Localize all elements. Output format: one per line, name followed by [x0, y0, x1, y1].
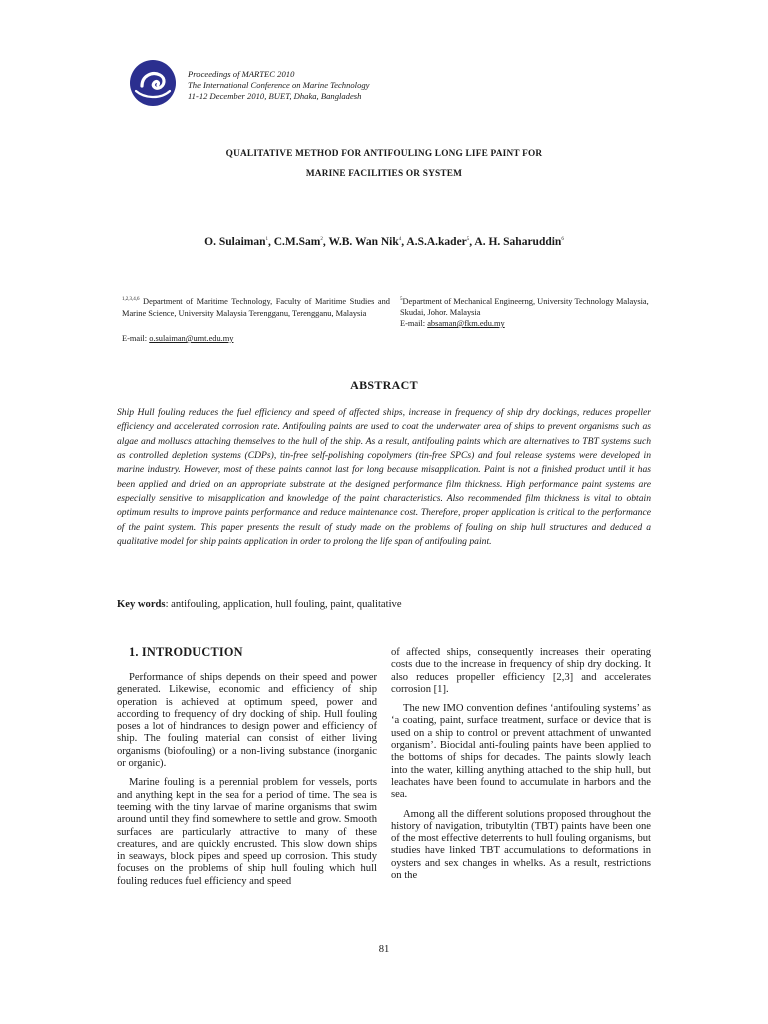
affiliation-text: Department of Mechanical Engineerng, University Technology Malaysia, Skudai, Johor. Malaysia — [400, 297, 649, 317]
author-sup: 6 — [561, 237, 564, 242]
title-line: QUALITATIVE METHOD FOR ANTIFOULING LONG LIFE PAINT FOR — [225, 149, 543, 159]
paragraph: Performance of ships depends on their speed and power generated. Likewise, economic and efficiency of ship operation is achieved at optimum speed, power and according to frequency of dry docking of ship. Hull fouling poses a lot of hindrances to design power and efficiency of ship. The fouling material can consist of either living organisms (biofouling) or a non-living substance (inorganic or organic). — [117, 672, 377, 770]
abstract-body: Ship Hull fouling reduces the fuel efficiency and speed of affected ships, increase in frequency of ship dry dockings, reduces propeller efficiency and accelerated corrosion rate. Antifouling paints are used to coat the underwater area of ships to prevent organisms such as algae and molluscs attaching themselves to the hull of the ship. As a result, antifouling paints which are alternatives to TBT systems such as controlled depletion systems (CDPs), tin-free self-polishing copolymers (tin-free SPCs) and foul release systems were developed in marine industry. However, most of these paints cannot last for long because misapplication. Paint is not a finished product until it has been applied and dried on an appropriate substrate at the designed performance film thickness. High performance paint systems are especially sensitive to misapplication and knowledge of the paint characteristics. Also recommended film thickness is vital to obtain optimum results to improve paints performance and reduce maintenance cost. Therefore, proper application is critical to the performance of the paint system. This paper presents the result of study made on the problems of fouling on ship hull structures and deduced a qualitative model for ship paints application in order to prolong the life span of antifouling paint. — [117, 407, 651, 548]
author-sep: , — [469, 236, 475, 248]
paragraph: Among all the different solutions proposed throughout the history of navigation, tributyltin (TBT) paints have been one of the most effective deterrents to hull fouling organisms, but studies have linked TBT accumulations to deformations in oysters and sex changes in whelks. As a result, restrictions on the — [391, 808, 651, 882]
column-left — [117, 672, 377, 895]
paper-title — [0, 144, 768, 184]
affiliation-text: Department of Maritime Technology, Faculty of Maritime Studies and Marine Science, University Malaysia Terengganu, Terengganu, Malaysia — [122, 297, 390, 318]
author-sup: 5 — [466, 237, 470, 242]
affiliation-left — [122, 294, 390, 319]
author-name: W.B. Wan Nik — [328, 236, 399, 248]
author-list — [0, 236, 768, 248]
author-name: A. H. Saharuddin — [474, 236, 562, 248]
affiliation-right — [400, 294, 650, 329]
email-link[interactable]: absaman@fkm.edu.my — [427, 319, 505, 328]
keywords-label: Key words — [117, 599, 166, 610]
author-sep: , — [322, 236, 329, 248]
email-link[interactable]: o.sulaiman@umt.edu.my — [149, 334, 234, 343]
author-sep: , — [401, 236, 407, 248]
email-left — [122, 334, 233, 343]
conference-logo — [128, 58, 178, 108]
keywords — [117, 599, 402, 610]
author-name: A.S.A.kader — [406, 236, 467, 248]
paragraph: The new IMO convention defines ‘antifouling systems’ as ‘a coating, paint, surface treatment, surface or device that is used on a ship to control or prevent attachment of unwanted organism’. Biocidal anti-fouling paints have been applied to the bottoms of ships for decades. The paints slowly leach into the water, killing anything attached to the ship hull, but leachates have been found to accumulate in harbors and the sea. — [391, 703, 651, 801]
proceedings-line: Proceedings of MARTEC 2010 — [188, 69, 295, 79]
column-right — [391, 647, 651, 889]
abstract-heading: ABSTRACT — [350, 378, 418, 392]
section-heading: 1. INTRODUCTION — [129, 645, 243, 659]
page-number: 81 — [378, 944, 390, 955]
proceedings-line: 11-12 December 2010, BUET, Dhaka, Bangladesh — [188, 91, 362, 101]
author-sup: 2 — [320, 237, 323, 242]
paragraph: of affected ships, consequently increases their operating costs due to the increase in frequency of ship dry docking. It also reduces propeller efficiency [2,3] and accelerates corrosion [1]. — [391, 647, 651, 695]
keywords-text: : antifouling, application, hull fouling, paint, qualitative — [165, 599, 402, 610]
author-sup: 1 — [265, 237, 268, 242]
affiliation-sup: 1,2,3,4,6 — [122, 297, 140, 302]
proceedings-line: The International Conference on Marine Technology — [188, 80, 370, 90]
email-label: E-mail: — [400, 319, 428, 328]
author-name: C.M.Sam — [273, 236, 321, 248]
author-sep: , — [268, 236, 274, 248]
title-line: MARINE FACILITIES OR SYSTEM — [305, 169, 463, 179]
author-name: O. Sulaiman — [204, 236, 266, 248]
email-label: E-mail: — [122, 334, 150, 343]
author-sup: 4 — [398, 237, 402, 242]
paragraph: Marine fouling is a perennial problem for vessels, ports and anything kept in the sea for a period of time. The sea is teeming with the tiny larvae of marine organisms that swim around until they find somewhere to settle and grow. Smooth surfaces are particularly attractive to many of these creatures, and are quickly encrusted. This slow down ships in seaways, block pipes and speed up corrosion. This study focuses on the problems of ship hull fouling which hull fouling reduces fuel efficiency and speed — [117, 777, 377, 887]
martec-logo-icon — [128, 58, 178, 108]
proceedings-header — [188, 69, 369, 102]
affiliation-sup: 5 — [400, 297, 403, 302]
